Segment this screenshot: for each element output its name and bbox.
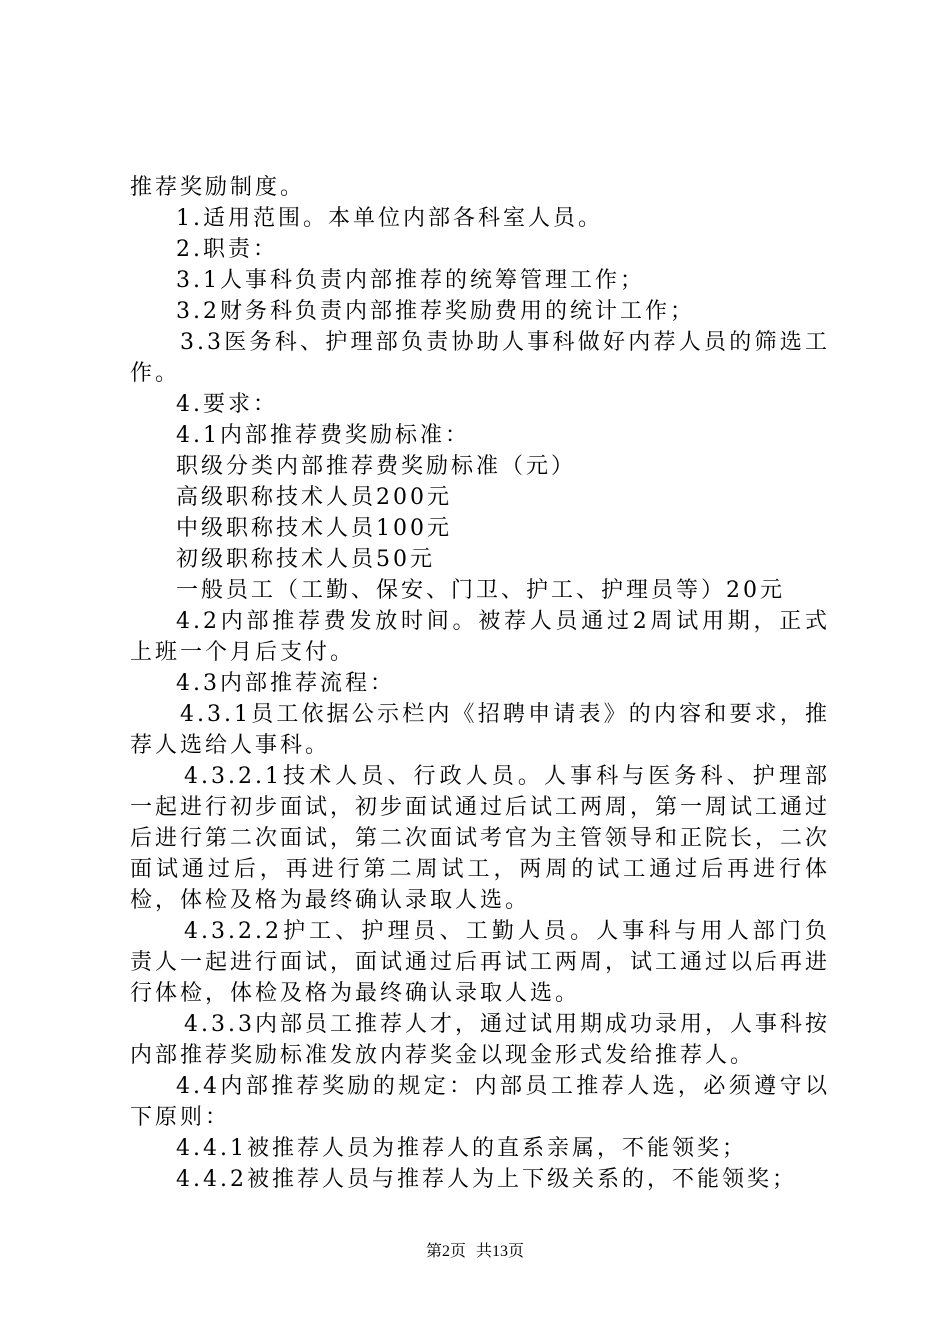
paragraph: 4.2内部推荐费发放时间。被荐人员通过2周试用期，正式上班一个月后支付。 [130,609,830,665]
paragraph: 4.4.2被推荐人员与推荐人为上下级关系的，不能领奖； [176,1167,797,1192]
paragraph: 4.3.3内部员工推荐人才，通过试用期成功录用，人事科按内部推荐奖励标准发放内荐奖金以现金形式发给推荐人。 [130,1012,830,1068]
paragraph: 中级职称技术人员100元 [176,516,452,541]
paragraph: 推荐奖励制度。 [130,175,306,200]
paragraph: 4.要求： [176,392,278,417]
paragraph: 1.适用范围。本单位内部各科室人员。 [176,206,603,231]
paragraph: 4.4.1被推荐人员为推荐人的直系亲属，不能领奖； [176,1136,747,1161]
paragraph: 一般员工（工勤、保安、门卫、护工、护理员等）20元 [176,578,785,603]
document-body [130,172,830,1195]
paragraph: 3.2财务科负责内部推荐奖励费用的统计工作； [176,299,695,324]
paragraph: 4.4内部推荐奖励的规定：内部员工推荐人选，必须遵守以下原则： [130,1074,830,1130]
paragraph: 4.3.2.1技术人员、行政人员。人事科与医务科、护理部一起进行初步面试，初步面试通过后试工两周，第一周试工通过后进行第二次面试，第二次面试考官为主管领导和正院长，二次面试通过后，再进行第二周试工，两周的试工通过后再进行体检，体检及格为最终确认录取人选。 [130,764,831,913]
page-number: 第2页 [425,1243,466,1260]
paragraph: 3.3医务科、护理部负责协助人事科做好内荐人员的筛选工作。 [130,330,830,386]
paragraph: 4.3.1员工依据公示栏内《招聘申请表》的内容和要求，推荐人选给人事科。 [130,702,830,758]
page-total: 共13页 [476,1243,525,1260]
paragraph: 3.1人事科负责内部推荐的统筹管理工作； [176,268,645,293]
paragraph: 4.3.2.2护工、护理员、工勤人员。人事科与用人部门负责人一起进行面试，面试通过后再试工两周，试工通过以后再进行体检，体检及格为最终确认录取人选。 [130,919,831,1006]
paragraph: 4.3内部推荐流程： [176,671,395,696]
paragraph: 2.职责： [176,237,278,262]
paragraph: 4.1内部推荐费奖励标准： [176,423,470,448]
paragraph: 职级分类内部推荐费奖励标准（元） [176,454,577,479]
page-footer [0,1242,950,1262]
paragraph: 初级职称技术人员50元 [176,547,435,572]
paragraph: 高级职称技术人员200元 [176,485,452,510]
